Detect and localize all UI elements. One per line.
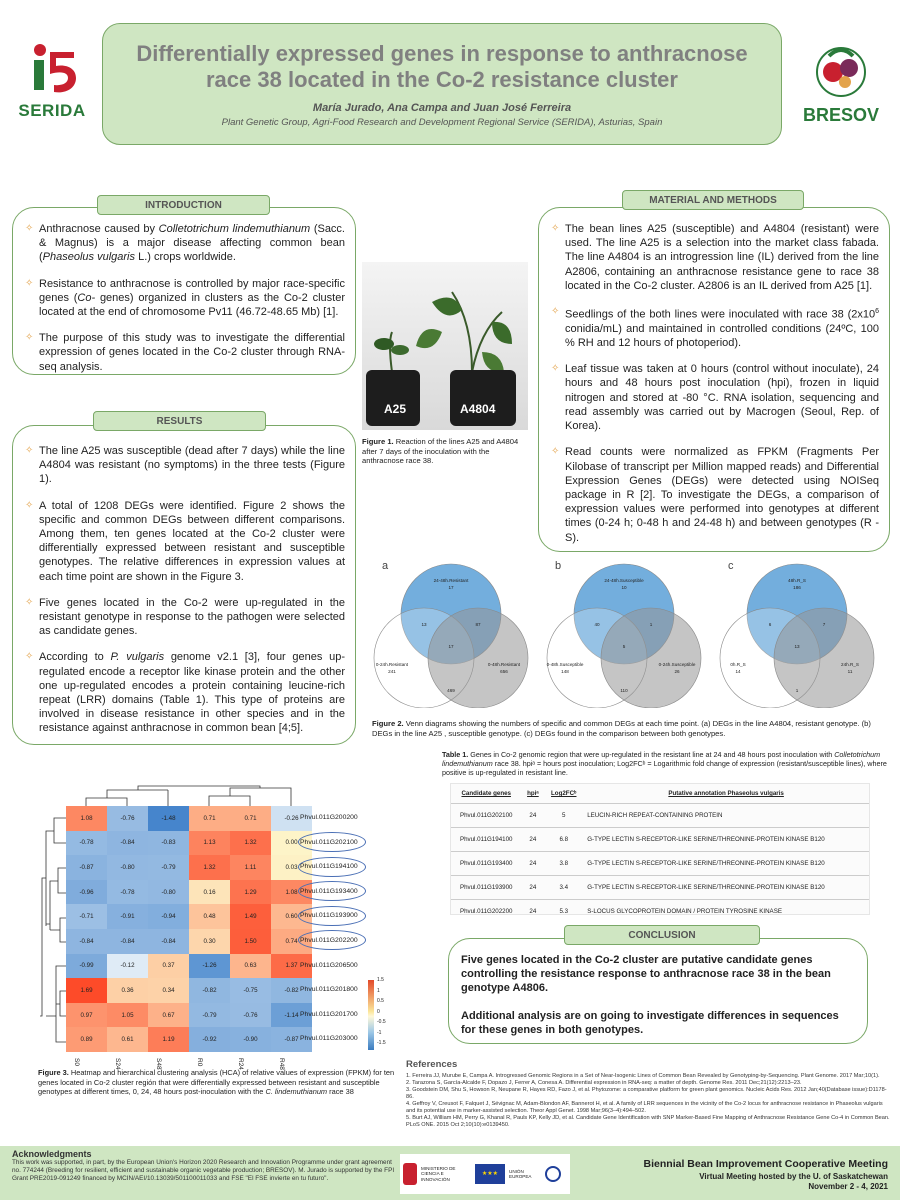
figure3-heatmap xyxy=(0,780,440,1070)
heatmap-cell: 0.34 xyxy=(148,978,189,1003)
table-cell: 24 xyxy=(521,828,544,852)
heatmap-legend xyxy=(368,977,398,1050)
legend-label: -1.5 xyxy=(377,1040,386,1046)
heatmap-cell: -0.76 xyxy=(230,1003,271,1028)
acknowledgments xyxy=(12,1149,397,1183)
table-cell: 3.8 xyxy=(544,852,583,876)
heatmap-gene-label: Phvul.011G201800 xyxy=(300,986,358,994)
references-list xyxy=(406,1073,892,1129)
meeting-host: Virtual Meeting hosted by the U. of Saskatchewan xyxy=(699,1172,888,1181)
bullet-star-icon: ✧ xyxy=(25,223,34,234)
heatmap-cell: -0.83 xyxy=(148,831,189,856)
heatmap-column-label: R24 xyxy=(237,1058,244,1070)
methods-bullet-3: ✧ Leaf tissue was taken at 0 hours (control without inoculate), 24 hours and 48 hours post inoculation (hpi), frozen in liquid nitrogen and stored at -80 °C. RNA isolation, sequencing and read assembly was carried out by Macrogen (Seoul, Rep. of Korea). xyxy=(551,363,879,433)
bullet-star-icon: ✧ xyxy=(551,363,560,375)
venn-label-top-n: 10 xyxy=(621,585,627,590)
results-bullet-2: ✧ A total of 1208 DEGs were identified. Figure 2 shows the specific and common DEGs between different comparisons. Among them, ten genes located at the Co-2 cluster were differentially expressed between resistant and susceptible genotypes. The relative differences in expression values at each time point are shown in the Figure 3. xyxy=(25,499,345,583)
heatmap-cell: 0.89 xyxy=(66,1027,107,1052)
ack-title: Acknowledgments xyxy=(12,1149,92,1159)
bullet-star-icon: ✧ xyxy=(25,499,34,511)
heatmap-cell: -0.12 xyxy=(107,954,148,979)
heatmap-cell: -0.84 xyxy=(66,929,107,954)
table-cell: Phvul.011G202200 xyxy=(451,900,521,924)
table1-grid xyxy=(451,784,869,924)
bullet-star-icon: ✧ xyxy=(25,445,34,456)
legend-label: -0.5 xyxy=(377,1019,386,1025)
figure2-caption: Figure 2. Venn diagrams showing the numbers of specific and common DEGs at each time point. (a) DEGs in the line A4804, resistant genotype. (b) DEGs in the line A25 , susceptible genotype. (c) DEGs found in the comparison between both genotypes. xyxy=(372,719,871,738)
ministry-logo-text: MINISTERIO DE CIENCIA E INNOVACIÓN xyxy=(421,1165,456,1182)
heatmap-cell: 1.50 xyxy=(230,929,271,954)
table-row xyxy=(451,828,869,852)
methods-heading: MATERIAL AND METHODS xyxy=(622,190,804,210)
introduction-heading: INTRODUCTION xyxy=(97,195,270,215)
heatmap-column-label: R0 xyxy=(196,1058,203,1067)
bullet-star-icon: ✧ xyxy=(551,223,560,234)
reference-item: 1. Ferreira JJ, Murube E, Campa A. Introgressed Genomic Regions in a Set of Near-Isogenic Lines of Common Bean Revealed by Genotyping-by-Sequencing. Plant Genome. 2017 Mar;10(1). xyxy=(406,1073,880,1079)
eu-flag-icon: ★★★ xyxy=(475,1164,505,1184)
heatmap-row xyxy=(66,978,312,1003)
venn-panel-letter: a xyxy=(382,560,389,572)
heatmap-column-label: S24 xyxy=(114,1058,121,1070)
venn-label-right: 0-48h.Resistant xyxy=(487,662,521,667)
results-bullet-4: ✧ According to P. vulgaris genome v2.1 [3], four genes up-regulated encode a receptor like kinase protein and the other one up-regulated encodes a protein containing leucine-rich repeat (LRR) domains (Table 1). This type of proteins are involved in disease resistance in other species and in the resistance against anthracnose in common bean [4;5]. xyxy=(25,651,346,735)
reference-item: 5. Burt AJ, William HM, Perry G, Khanal R, Pauls KP, Kelly JD, et al. Candidate Gene Identification with SNP Marker-Based Fine Mapping of Anthracnose Resistance Gene Co-4 in Common Bean. PLoS ONE. 2015 Oct 2;10(10):e0139450. xyxy=(406,1115,890,1128)
legend-label: 1.5 xyxy=(377,977,384,983)
introduction-list xyxy=(25,222,345,374)
heatmap-cell: 1.13 xyxy=(189,831,230,856)
heatmap-cell: -0.87 xyxy=(271,1027,312,1052)
heatmap-cell: 0.61 xyxy=(107,1027,148,1052)
venn-label-left: 0-48h.Susceptible xyxy=(546,662,584,667)
venn-label-tl: 6 xyxy=(768,622,772,627)
heatmap-cell: -1.48 xyxy=(148,806,189,831)
table-cell: G-TYPE LECTIN S-RECEPTOR-LIKE SERINE/THREONINE-PROTEIN KINASE B120 xyxy=(583,852,869,876)
bresov-logo-mark xyxy=(809,42,873,100)
poster-header xyxy=(102,23,782,145)
heatmap-cell: -1.14 xyxy=(271,1003,312,1028)
candidate-gene-oval xyxy=(298,881,366,901)
venn-label-right: 0-24h.Susceptible xyxy=(658,662,696,667)
table-cell: Phvul.011G194100 xyxy=(451,828,521,852)
ack-text: This work was supported, in part, by the European Union's Horizon 2020 Research and Innovation Programme under grant agreement no. 774244 (Breeding for resilient, efficient and sustainable organic vegetable production; BRESOV). M. Jurado is supported by the FPI Grant PRE2019-091249 financed by MCIN/AEI/10.13039/501100011033 and FSE "El FSE invierte en tu futuro". xyxy=(12,1159,395,1182)
bullet-star-icon: ✧ xyxy=(25,332,34,344)
heatmap-cell: -0.96 xyxy=(66,880,107,905)
reference-item: 3. Goodstein DM, Shu S, Howson R, Neupane R, Hayes RD, Fazo J, et al. Phytozome: a comparative platform for green plant genomics. Nucleic Acids Res. 2012 Jan;40(Database issue):D1178-86. xyxy=(406,1087,887,1100)
legend-label: 0.5 xyxy=(377,998,384,1004)
table1-header: Log2FCᵇ xyxy=(551,790,577,797)
heatmap-gene-label: Phvul.011G202100 xyxy=(300,838,358,846)
venn-label-tl: 40 xyxy=(594,622,600,627)
funding-logos xyxy=(400,1154,570,1194)
table1-header: Putative annotation Phaseolus vulgaris xyxy=(668,790,784,797)
heatmap-cell: -0.80 xyxy=(107,855,148,880)
venn-label-top: 48h.R_S xyxy=(788,578,806,583)
results-list xyxy=(25,444,345,736)
heatmap-cell: 0.60 xyxy=(271,904,312,929)
conclusion-box xyxy=(448,938,868,1044)
heatmap-cell: 0.03 xyxy=(271,855,312,880)
venn-diagram xyxy=(712,562,882,708)
heatmap-cell: 1.08 xyxy=(66,806,107,831)
results-bullet-1: ✧ The line A25 was susceptible (dead after 7 days) while the line A4804 was resistant (no symptoms) in the three tests (Figure 1). xyxy=(25,445,345,486)
table1-caption: Table 1. Genes in Co-2 genomic region that were up-regulated in the resistant line at 24 and 48 hours post inoculation with Colletotrichum lindemuthianum race 38. hpiᵃ = hours post inoculation; Log2FCᵇ = Logarithmic fold change of expression (resistant/susceptible lines), where positive is up-regulated in resistant line. xyxy=(442,750,887,777)
label-a4804: A4804 xyxy=(460,402,496,416)
figure1-caption: Figure 1. Reaction of the lines A25 and A4804 after 7 days of the inoculation with the anthracnose race 38. xyxy=(362,437,519,465)
bullet-star-icon: ✧ xyxy=(25,596,34,608)
title-line-1: Differentially expressed genes in response to anthracnose xyxy=(136,41,748,66)
label-a25: A25 xyxy=(384,402,407,416)
legend-label: -1 xyxy=(377,1029,382,1036)
venn-label-tr: 7 xyxy=(822,622,826,627)
bresov-logo xyxy=(796,42,886,132)
methods-box xyxy=(538,207,890,552)
reference-item: 4. Geffroy V, Creusot F, Falquet J, Sévignac M, Adam-Blondon AF, Bannerot H, et al. A family of LRR sequences in the vicinity of the Co-2 locus for anthracnose resistance in Phaseolus vulgaris and its potential use in marker-assisted selection. Theor Appl Genet. 1998 Mar;96(3–4):494–502. xyxy=(406,1101,883,1114)
bullet-star-icon: ✧ xyxy=(25,277,34,289)
table-row xyxy=(451,876,869,900)
venn-label-left: 0h.R_S xyxy=(730,662,746,667)
heatmap-cell: 0.67 xyxy=(148,1003,189,1028)
heatmap-row xyxy=(66,806,312,831)
heatmap-row xyxy=(66,904,312,929)
venn-label-bottom: 110 xyxy=(620,688,628,693)
table1 xyxy=(450,783,870,915)
references-title: References xyxy=(406,1059,458,1070)
venn-label-bottom: 1 xyxy=(795,688,799,693)
heatmap-cell: -0.84 xyxy=(107,831,148,856)
heatmap-cell: -0.76 xyxy=(107,806,148,831)
methods-bullet-1: ✧ The bean lines A25 (susceptible) and A4804 (resistant) were used. The line A25 is a selection into the market class fabada. The line A4804 is an introgression line (IL) derived from the line A2806, containing an anthracnose resistance gene to race 38 located in the Co-2 cluster. A2806 is an IL derived from A25 [1]. xyxy=(551,223,879,292)
table-cell: 5 xyxy=(544,804,583,828)
candidate-gene-oval xyxy=(298,906,366,926)
heatmap-cell: 1.32 xyxy=(189,855,230,880)
venn-label-right-n: 26 xyxy=(674,669,680,674)
heatmap-cell: 0.48 xyxy=(189,904,230,929)
heatmap-cell: -0.94 xyxy=(148,904,189,929)
venn-label-right-n: 656 xyxy=(500,669,508,674)
table-cell: 24 xyxy=(521,804,544,828)
candidate-gene-oval xyxy=(298,832,366,852)
venn-label-left-n: 241 xyxy=(388,669,396,674)
poster-title xyxy=(103,41,781,93)
venn-label-tr: 87 xyxy=(475,622,481,627)
bullet-star-icon: ✧ xyxy=(551,446,560,458)
venn-label-top-n: 17 xyxy=(448,585,454,590)
heatmap-cell: -0.26 xyxy=(271,806,312,831)
venn-panel-letter: c xyxy=(728,560,734,572)
venn-label-center: 13 xyxy=(794,644,800,649)
heatmap-gene-label: Phvul.011G203000 xyxy=(300,1035,358,1043)
heatmap-cell: -0.78 xyxy=(107,880,148,905)
heatmap-cell: 0.36 xyxy=(107,978,148,1003)
venn-label-tr: 1 xyxy=(649,622,653,627)
table-cell: S-LOCUS GLYCOPROTEIN DOMAIN / PROTEIN TYROSINE KINASE xyxy=(583,900,869,924)
references xyxy=(406,1059,892,1129)
heatmap-gene-label: Phvul.011G206500 xyxy=(300,961,358,969)
heatmap-gene-label: Phvul.011G194100 xyxy=(300,863,358,871)
venn-label-right-n: 11 xyxy=(847,669,853,674)
heatmap-cell: 0.16 xyxy=(189,880,230,905)
venn-diagram xyxy=(539,562,709,708)
table-cell: 24 xyxy=(521,900,544,924)
heatmap-cell: -0.82 xyxy=(189,978,230,1003)
meeting-title: Biennial Bean Improvement Cooperative Meeting xyxy=(643,1158,888,1170)
methods-list xyxy=(551,222,879,545)
table-cell: Phvul.011G193900 xyxy=(451,876,521,900)
heatmap-gene-label: Phvul.011G193400 xyxy=(300,887,358,895)
intro-bullet-1: ✧ Anthracnose caused by Colletotrichum lindemuthianum (Sacc. & Magnus) is a major disease affecting common bean (Phaseolus vulgaris L.) crops worldwide. xyxy=(25,223,345,264)
methods-bullet-2: ✧ Seedlings of the both lines were inoculated with race 38 ($2x10^6$ conidia/mL) and maintained in controlled conditions (24ºC, 100 % RH and 12 hours of photoperiod). xyxy=(551,306,879,350)
heatmap-cell: 1.69 xyxy=(66,978,107,1003)
venn-label-top: 24-48h.Resistant xyxy=(433,578,469,583)
table-cell: G-TYPE LECTIN S-RECEPTOR-LIKE SERINE/THREONINE-PROTEIN KINASE B120 xyxy=(583,828,869,852)
bullet-star-icon: ✧ xyxy=(551,306,560,318)
intro-bullet-3: ✧ The purpose of this study was to investigate the differential expression of genes located in the Co-2 cluster through RNA-seq analysis. xyxy=(25,332,345,373)
authors: María Jurado, Ana Campa and Juan José Ferreira xyxy=(312,102,572,114)
table-cell: LEUCIN-RICH REPEAT-CONTAINING PROTEIN xyxy=(583,804,869,828)
table1-header-row xyxy=(451,784,869,804)
heatmap-cell: 1.32 xyxy=(230,831,271,856)
table-cell: 5.3 xyxy=(544,900,583,924)
affiliation: Plant Genetic Group, Agri-Food Research and Development Regional Service (SERIDA), Asturias, Spain xyxy=(221,117,663,128)
heatmap-row xyxy=(66,954,312,979)
heatmap-cell: 0.37 xyxy=(148,954,189,979)
bullet-star-icon: ✧ xyxy=(25,651,34,663)
venn-panel-letter: b xyxy=(555,560,562,572)
conclusion-heading: CONCLUSION xyxy=(564,925,760,945)
heatmap-column-label: S48 xyxy=(155,1058,162,1070)
heatmap-cell: 0.00 xyxy=(271,831,312,856)
figure2-venn xyxy=(366,558,896,708)
title-line-2: race 38 located in the Co-2 resistance cluster xyxy=(206,67,678,92)
heatmap-cell: -0.90 xyxy=(230,1027,271,1052)
venn-label-top: 24-48h.Susceptible xyxy=(604,578,644,583)
legend-label: 0 xyxy=(377,1008,380,1015)
heatmap-cell: 0.63 xyxy=(230,954,271,979)
figure3-caption: Figure 3. Heatmap and hierarchical clustering analysis (HCA) of relative values of expression (FPKM) for ten genes located in Co-2 cluster región that were differentially expressed between resistant and susceptible genotypes at different times, 0, 24, 48 hours post-inoculation with the C. lindemuthianum race 38 xyxy=(38,1068,395,1096)
heatmap-row xyxy=(66,880,312,905)
venn-label-right: 24h.R_S xyxy=(841,662,859,667)
table-cell: G-TYPE LECTIN S-RECEPTOR-LIKE SERINE/THREONINE-PROTEIN KINASE B120 xyxy=(583,876,869,900)
heatmap-column-label: S0 xyxy=(73,1058,80,1066)
heatmap-cell: -0.99 xyxy=(66,954,107,979)
heatmap-cell: 0.71 xyxy=(189,806,230,831)
heatmap-column-label: R48 xyxy=(278,1058,285,1070)
heatmap-cell: -0.71 xyxy=(66,904,107,929)
heatmap-row xyxy=(66,831,312,856)
intro-bullet-2: ✧ Resistance to anthracnose is controlled by major race-specific genes (Co- genes) organized in clusters as the Co-2 cluster located at the end of chromosome Pv11 (46.72-48.65 Mb) [1]. xyxy=(25,277,345,319)
heatmap-row xyxy=(66,1027,312,1052)
venn-label-left-n: 148 xyxy=(561,669,569,674)
meeting-info xyxy=(600,1158,888,1191)
table-cell: Phvul.011G202100 xyxy=(451,804,521,828)
eu-logo-text: UNIÓN EUROPEA xyxy=(509,1168,532,1179)
table-cell: Phvul.011G193400 xyxy=(451,852,521,876)
table-row xyxy=(451,900,869,924)
heatmap-cell: -1.26 xyxy=(189,954,230,979)
venn-label-left: 0-24h.Resistant xyxy=(375,662,409,667)
serida-logo-mark xyxy=(22,40,82,96)
heatmap-cell: 0.71 xyxy=(230,806,271,831)
venn-label-top-n: 186 xyxy=(793,585,801,590)
heatmap-cell: 1.19 xyxy=(148,1027,189,1052)
dendrogram-rows xyxy=(36,806,66,1056)
results-bullet-3: ✧ Five genes located in the Co-2 were up-regulated in the resistant genotype in response to the pathogen were selected as candidate genes. xyxy=(25,596,345,638)
heatmap-cell: 1.08 xyxy=(271,880,312,905)
heatmap-gene-label: Phvul.011G200200 xyxy=(300,814,358,821)
heatmap-cell: -0.82 xyxy=(271,978,312,1003)
heatmap-cell: -0.87 xyxy=(66,855,107,880)
heatmap-cell: -0.79 xyxy=(189,1003,230,1028)
venn-label-bottom: 469 xyxy=(447,688,455,693)
table-cell: 3.4 xyxy=(544,876,583,900)
heatmap-cell: 1.29 xyxy=(230,880,271,905)
conclusion-p2: Additional analysis are on going to investigate differences in sequences for these genes in both genotypes. xyxy=(461,1010,839,1036)
dendrogram-columns xyxy=(66,784,312,806)
fse-logo-icon xyxy=(545,1166,561,1182)
introduction-box xyxy=(12,207,356,375)
heatmap-gene-label: Phvul.011G202200 xyxy=(300,937,358,944)
results-box xyxy=(12,425,356,745)
venn-diagram xyxy=(366,562,536,708)
venn-label-center: 5 xyxy=(622,644,626,649)
heatmap-cell: -0.92 xyxy=(189,1027,230,1052)
heatmap-cell: 1.11 xyxy=(230,855,271,880)
heatmap-cell: -0.84 xyxy=(148,929,189,954)
venn-label-left-n: 14 xyxy=(735,669,741,674)
legend-color-bar xyxy=(368,980,374,1050)
table1-header: hpiᵃ xyxy=(527,790,539,797)
candidate-gene-oval xyxy=(298,930,366,950)
venn-label-tl: 13 xyxy=(421,622,427,627)
heatmap-cell: 1.49 xyxy=(230,904,271,929)
heatmap-cell: -0.75 xyxy=(230,978,271,1003)
serida-logo xyxy=(14,40,90,124)
heatmap-row xyxy=(66,1003,312,1028)
heatmap-row xyxy=(66,855,312,880)
table-cell: 24 xyxy=(521,876,544,900)
heatmap-gene-label: Phvul.011G201700 xyxy=(300,1010,358,1018)
spain-coat-of-arms xyxy=(403,1163,417,1185)
heatmap-gene-label: Phvul.011G193900 xyxy=(300,912,358,920)
heatmap-cell: -0.79 xyxy=(148,855,189,880)
table1-header: Candidate genes xyxy=(461,790,511,797)
table-cell: 6.8 xyxy=(544,828,583,852)
heatmap-cell: 1.37 xyxy=(271,954,312,979)
heatmap-cell: 0.97 xyxy=(66,1003,107,1028)
table-cell: 24 xyxy=(521,852,544,876)
reference-item: 2. Tarazona S, García-Alcalde F, Dopazo J, Ferrer A, Conesa A. Differential expression in RNA-seq: a matter of depth. Genome Res. 2011 Dec;21(12):2213–23. xyxy=(406,1080,802,1086)
figure1-photo xyxy=(362,262,528,430)
table-row xyxy=(451,852,869,876)
bresov-logo-text: BRESOV xyxy=(802,105,880,125)
serida-logo-text: SERIDA xyxy=(18,101,86,120)
legend-label: 1 xyxy=(377,987,380,994)
heatmap-cell: -0.91 xyxy=(107,904,148,929)
heatmap-cell: -0.78 xyxy=(66,831,107,856)
heatmap-row xyxy=(66,929,312,954)
heatmap-cell: -0.80 xyxy=(148,880,189,905)
heatmap-cell: 1.05 xyxy=(107,1003,148,1028)
heatmap-cell: 0.30 xyxy=(189,929,230,954)
conclusion-p1: Five genes located in the Co-2 cluster are putative candidate genes controlling the resistance response to anthracnose race 38 in the bean genotype A4806. xyxy=(461,954,831,994)
meeting-dates: November 2 - 4, 2021 xyxy=(808,1182,888,1191)
results-heading: RESULTS xyxy=(93,411,266,431)
heatmap-cell: -0.84 xyxy=(107,929,148,954)
candidate-gene-oval xyxy=(298,857,366,877)
venn-label-center: 17 xyxy=(448,644,454,649)
table1-body xyxy=(451,804,869,924)
table-row xyxy=(451,804,869,828)
methods-bullet-4: ✧ Read counts were normalized as FPKM (Fragments Per Kilobase of transcript per Million mapped reads) and Differential Expression Genes (DEGs) were detected using NOISeq package in R [2]. To investigate the DEGs, a comparison of expression values were performed into genotypes at different times (0-24 h; 0-48 h and 24-48 h) and between genotypes (R - S). xyxy=(551,446,879,544)
footer xyxy=(0,1146,900,1200)
heatmap-cell: 0.74 xyxy=(271,929,312,954)
